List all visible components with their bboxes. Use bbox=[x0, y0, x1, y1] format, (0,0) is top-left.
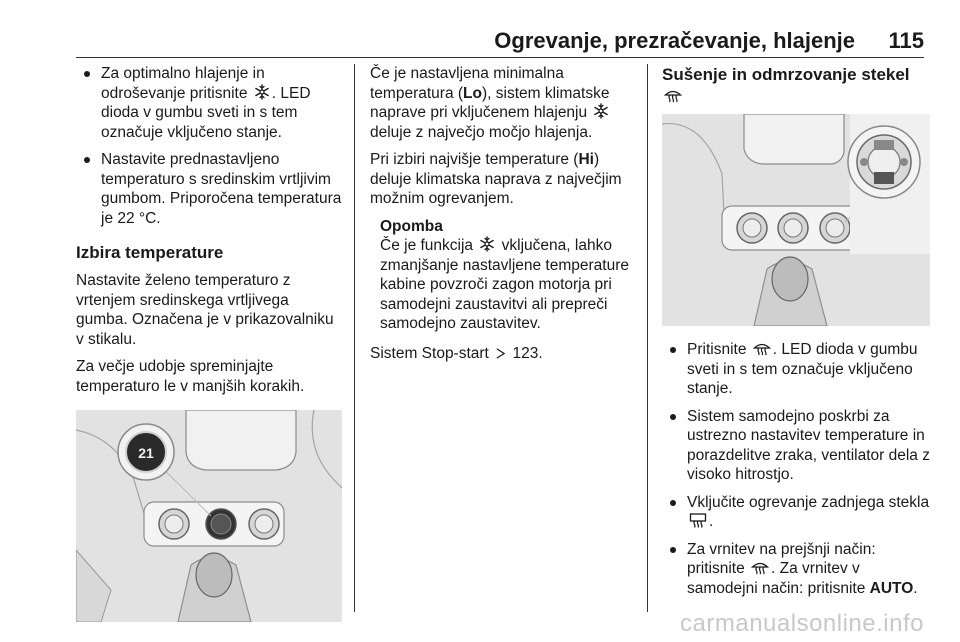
page-reference-arrow-icon bbox=[495, 347, 506, 360]
page-number: 115 bbox=[888, 28, 924, 53]
paragraph: Nastavite želeno temperaturo z vrtenjem sredinskega vrtljivega gumba. Označena je v prikazovalniku v stikalu. bbox=[76, 272, 334, 348]
temperature-knob-illustration bbox=[76, 410, 342, 622]
bullet-list bbox=[662, 340, 930, 598]
paragraph: Za večje udobje spreminjajte temperaturo le v manjših korakih. bbox=[76, 358, 305, 395]
column-divider bbox=[647, 64, 648, 612]
column-1 bbox=[76, 64, 342, 622]
column-3 bbox=[662, 64, 930, 606]
list-item: Nastavite prednastavljeno temperaturo s sredinskim vrtljivim gumbom. Priporočena temperatura je 22 °C. bbox=[76, 150, 342, 228]
page-header bbox=[0, 0, 960, 62]
note-box bbox=[370, 217, 638, 334]
list-item: Za vrnitev na prejšnji način: pritisnite . Za vrnitev v samodejni način: pritisnite AUTO. bbox=[662, 540, 930, 599]
defrost-button-illustration bbox=[662, 114, 930, 326]
list-item: Sistem samodejno poskrbi za ustrezno nastavitev temperature in porazdelitve zraka, ventilator dela z visoko hitrostjo. bbox=[662, 407, 930, 485]
windscreen-defrost-icon bbox=[664, 87, 682, 103]
watermark: carmanualsonline.info bbox=[680, 610, 924, 637]
column-divider bbox=[354, 64, 355, 612]
note-text: Če je funkcija vključena, lahko zmanjšanje nastavljene temperature kabine povzroči zagon motorja pri samodejni zaustavitvi ali prepreči samodejno zaustavitev. bbox=[380, 237, 629, 332]
paragraph: Pri izbiri najvišje temperature (Hi) deluje klimatska naprava z največjim možnim ogrevanjem. bbox=[370, 151, 622, 207]
temperature-display: 21 bbox=[138, 445, 154, 461]
list-item: Pritisnite . LED dioda v gumbu sveti in s tem označuje vključeno stanje. bbox=[662, 340, 930, 399]
header-divider bbox=[76, 57, 924, 58]
windscreen-defrost-icon bbox=[751, 559, 769, 575]
snowflake-ac-icon bbox=[479, 236, 495, 252]
rear-window-heating-icon bbox=[689, 512, 707, 528]
snowflake-ac-icon bbox=[254, 84, 270, 100]
paragraph: Sistem Stop-start 123. bbox=[370, 344, 543, 362]
note-title: Opomba bbox=[380, 217, 443, 235]
column-2 bbox=[370, 64, 638, 371]
section-heading: Izbira temperature bbox=[76, 243, 224, 262]
bullet-list bbox=[76, 64, 342, 228]
windscreen-defrost-icon bbox=[753, 340, 771, 356]
list-item: Vključite ogrevanje zadnjega stekla . bbox=[662, 493, 930, 532]
snowflake-ac-icon bbox=[593, 103, 609, 119]
page-reference-link[interactable]: 123. bbox=[512, 344, 543, 362]
section-heading: Sušenje in odmrzovanje stekel bbox=[662, 64, 930, 106]
page-title: Ogrevanje, prezračevanje, hlajenje bbox=[494, 28, 855, 53]
list-item: Za optimalno hlajenje in odroševanje pritisnite . LED dioda v gumbu sveti in s tem označuje vključeno stanje. bbox=[76, 64, 342, 142]
paragraph: Če je nastavljena minimalna temperatura (Lo), sistem klimatske naprave pri vključenem hlajenju deluje z največjo močjo hlajenja. bbox=[370, 65, 610, 141]
